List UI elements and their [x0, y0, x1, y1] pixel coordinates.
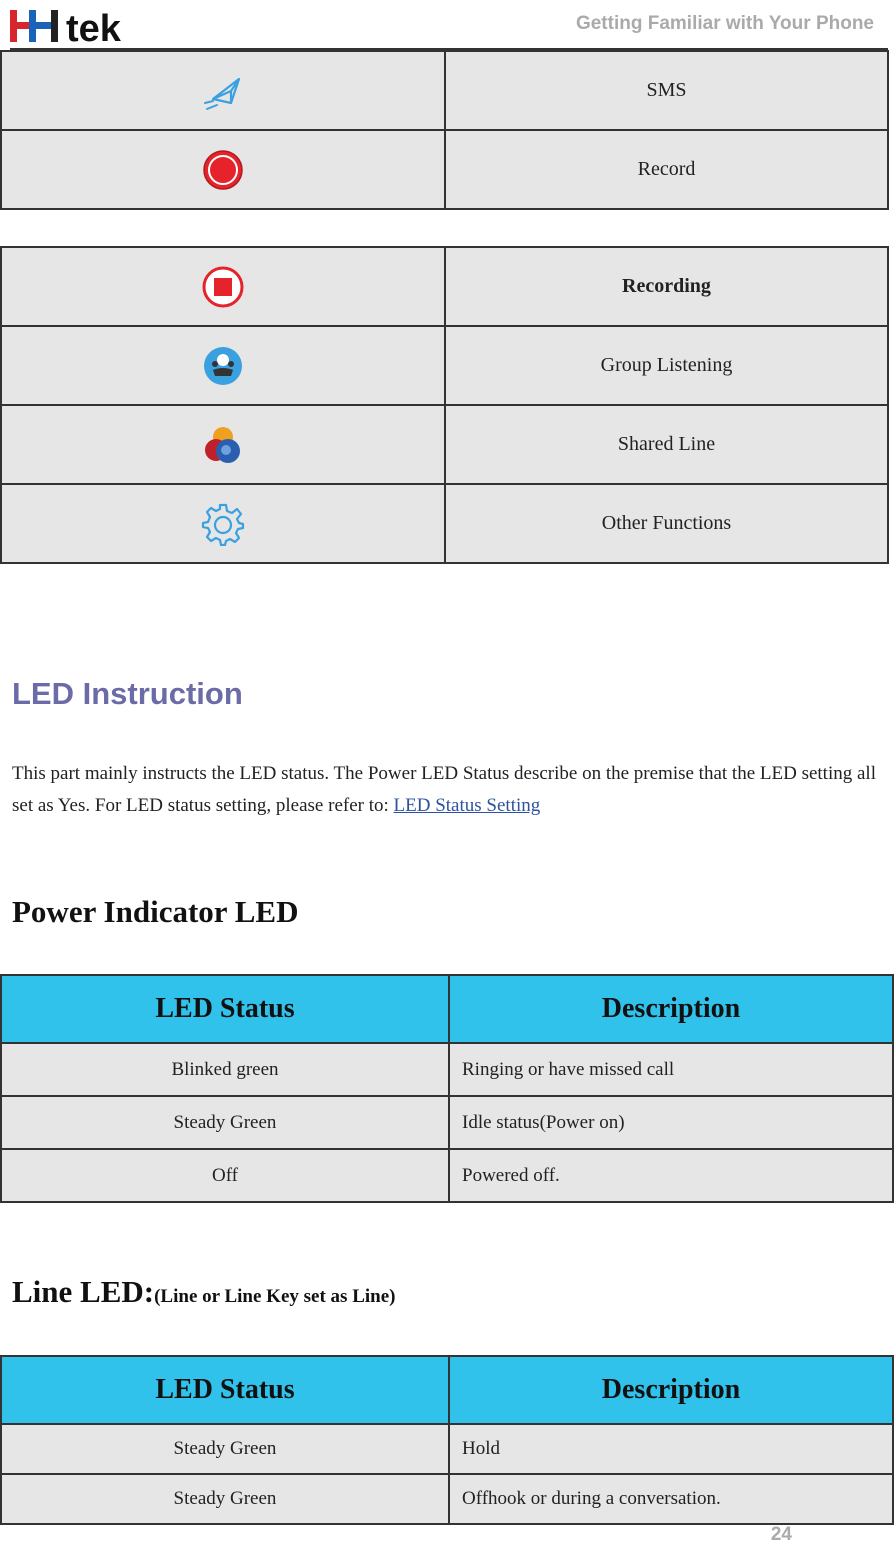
line-led-heading — [12, 1274, 395, 1310]
table-row — [1, 247, 888, 326]
table-row — [1, 1149, 893, 1202]
page-number: 24 — [770, 1524, 792, 1545]
table-row — [1, 130, 888, 209]
led-status-setting-link[interactable]: LED Status Setting — [393, 795, 541, 816]
header-title: Getting Familiar with Your Phone — [575, 13, 874, 34]
table-cell: Blinked green — [1, 1043, 449, 1096]
table-cell: Offhook or during a conversation. — [449, 1474, 893, 1524]
icon-table-2 — [0, 246, 889, 564]
table-cell: Record — [445, 130, 888, 209]
table-cell: Shared Line — [445, 405, 888, 484]
led-instruction-paragraph — [12, 758, 887, 822]
column-header: Description — [449, 975, 893, 1043]
power-indicator-heading: Power Indicator LED — [12, 894, 299, 929]
table-cell: Other Functions — [445, 484, 888, 563]
svg-text:tek: tek — [66, 8, 121, 44]
table-cell: Off — [1, 1149, 449, 1202]
table-cell: Group Listening — [445, 326, 888, 405]
table-row — [1, 326, 888, 405]
table-row — [1, 1043, 893, 1096]
sms-icon — [201, 69, 245, 113]
gear-icon — [201, 502, 245, 546]
shared-line-icon — [201, 423, 245, 467]
paragraph-text: This part mainly instructs the LED status. The Power LED Status describe on the premise that the LED setting all set as Yes. For LED status setting, please refer to: — [12, 763, 876, 816]
column-header: Description — [449, 1356, 893, 1424]
icon-table-1 — [0, 50, 889, 210]
table-cell: Ringing or have missed call — [449, 1043, 893, 1096]
table-row — [1, 484, 888, 563]
table-row — [1, 1096, 893, 1149]
table-cell: Steady Green — [1, 1424, 449, 1474]
power-led-table — [0, 974, 894, 1203]
led-instruction-heading: LED Instruction — [12, 676, 243, 711]
table-row — [1, 1474, 893, 1524]
table-cell: Hold — [449, 1424, 893, 1474]
table-cell: Steady Green — [1, 1474, 449, 1524]
table-row — [1, 1424, 893, 1474]
table-header-row — [1, 975, 893, 1043]
column-header: LED Status — [1, 975, 449, 1043]
table-cell: Powered off. — [449, 1149, 893, 1202]
line-led-title: Line LED: — [12, 1274, 155, 1309]
table-cell: Recording — [445, 247, 888, 326]
htek-logo — [10, 8, 200, 44]
recording-icon — [201, 265, 245, 309]
column-header: LED Status — [1, 1356, 449, 1424]
table-cell: SMS — [445, 51, 888, 130]
group-listening-icon — [201, 344, 245, 388]
table-header-row — [1, 1356, 893, 1424]
record-icon — [201, 148, 245, 192]
table-cell: Steady Green — [1, 1096, 449, 1149]
table-row — [1, 405, 888, 484]
table-row — [1, 51, 888, 130]
line-led-table — [0, 1355, 894, 1525]
table-cell: Idle status(Power on) — [449, 1096, 893, 1149]
line-led-subtitle: (Line or Line Key set as Line) — [154, 1286, 396, 1307]
